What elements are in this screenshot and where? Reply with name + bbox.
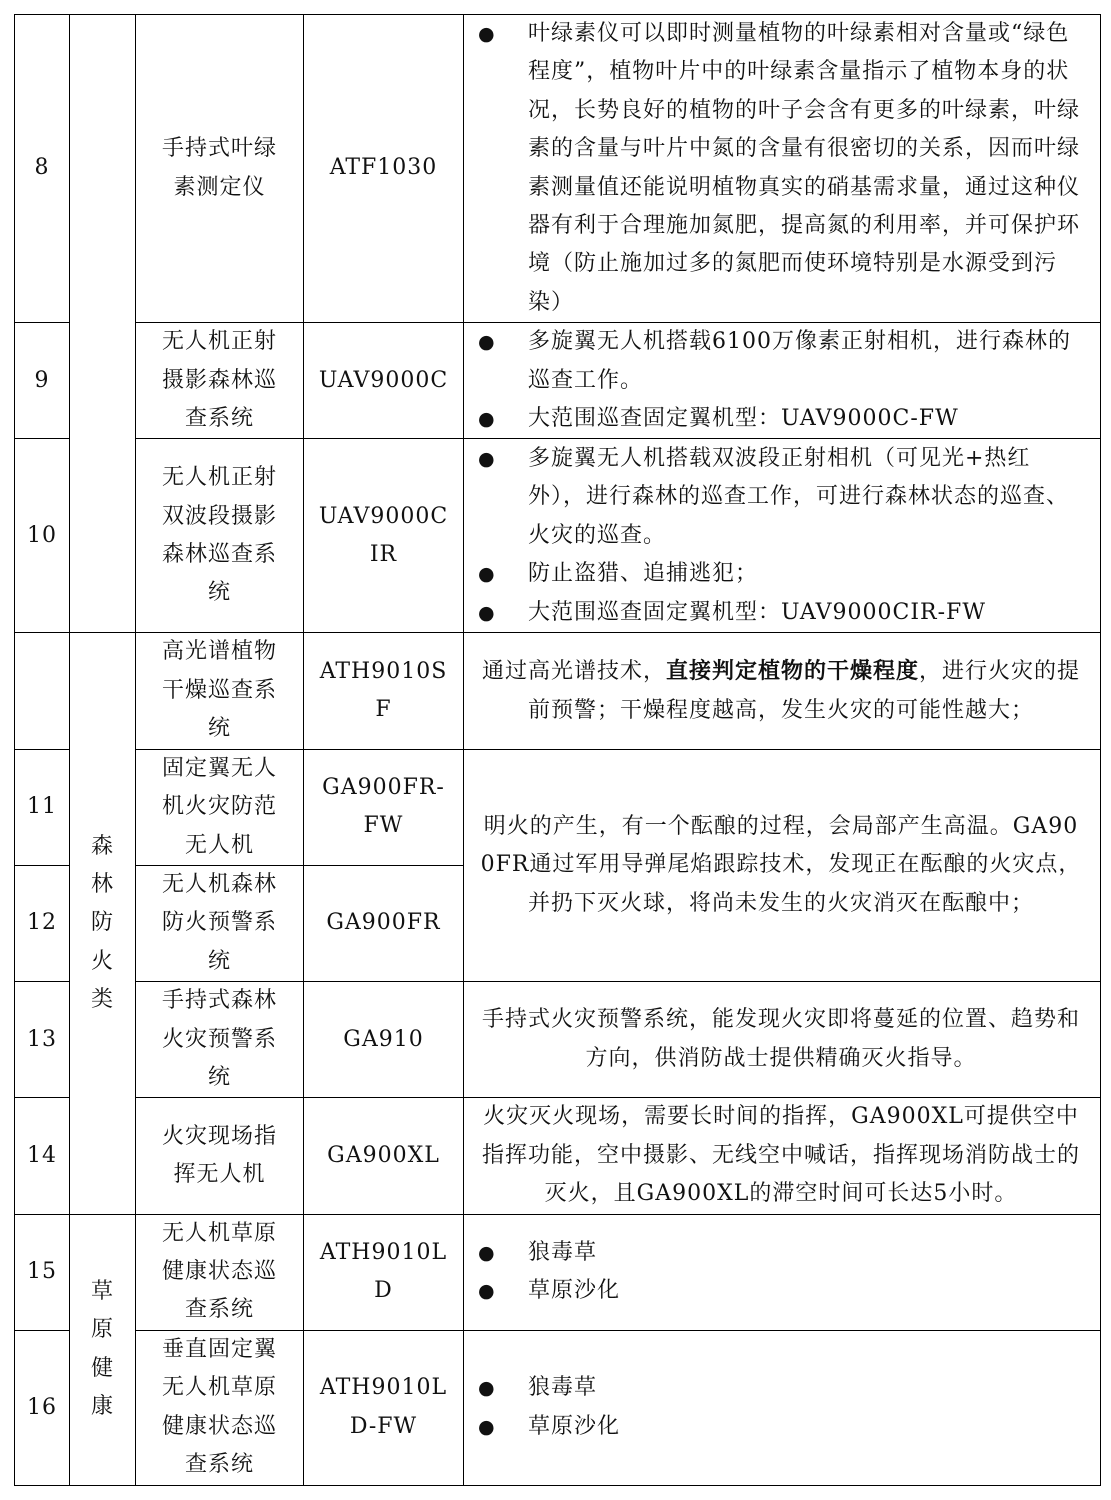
model-number: GA900FR bbox=[304, 865, 464, 981]
emphasis-text: 直接判定植物的干燥程度 bbox=[665, 658, 919, 685]
list-item: ● 多旋翼无人机搭载6100万像素正射相机，进行森林的巡查工作。 bbox=[478, 323, 1084, 400]
bullet-list bbox=[478, 440, 1084, 632]
table-row bbox=[15, 749, 1101, 865]
device-name: 手持式森林火灾预警系统 bbox=[136, 982, 304, 1098]
device-name: 无人机正射摄影森林巡查系统 bbox=[136, 323, 304, 439]
row-number: 10 bbox=[15, 439, 70, 633]
row-number: 9 bbox=[15, 323, 70, 439]
row-number: 8 bbox=[15, 15, 70, 323]
description bbox=[464, 323, 1101, 439]
model-number: ATH9010LD bbox=[304, 1214, 464, 1330]
row-number: 15 bbox=[15, 1214, 70, 1330]
model-number: GA900FR-FW bbox=[304, 749, 464, 865]
category-label: 森林防火类 bbox=[90, 833, 114, 1013]
table-row bbox=[15, 323, 1101, 439]
category-label: 草原健康 bbox=[90, 1278, 114, 1420]
bullet-list bbox=[478, 1369, 1084, 1446]
list-item: ● 草原沙化 bbox=[478, 1408, 1084, 1446]
row-number: 11 bbox=[15, 749, 70, 865]
description bbox=[464, 439, 1101, 633]
row-number: 13 bbox=[15, 982, 70, 1098]
bullet-list bbox=[478, 1234, 1084, 1311]
table-row bbox=[15, 1214, 1101, 1330]
device-name: 无人机正射双波段摄影森林巡查系统 bbox=[136, 439, 304, 633]
table-row bbox=[15, 439, 1101, 633]
category-forest-fire bbox=[70, 633, 136, 1214]
device-name: 无人机森林防火预警系统 bbox=[136, 865, 304, 981]
description bbox=[464, 1214, 1101, 1330]
list-item: ● 狼毒草 bbox=[478, 1369, 1084, 1407]
model-number: ATF1030 bbox=[304, 15, 464, 323]
device-name: 固定翼无人机火灾防范无人机 bbox=[136, 749, 304, 865]
model-number: ATH9010SF bbox=[304, 633, 464, 749]
bullet-list bbox=[478, 15, 1084, 322]
list-item: ● 草原沙化 bbox=[478, 1272, 1084, 1310]
bullet-list bbox=[478, 323, 1084, 438]
device-name: 高光谱植物干燥巡查系统 bbox=[136, 633, 304, 749]
model-number: ATH9010LD-FW bbox=[304, 1330, 464, 1485]
model-number: GA900XL bbox=[304, 1098, 464, 1214]
model-number: UAV9000C bbox=[304, 323, 464, 439]
equipment-table bbox=[14, 14, 1101, 1486]
device-name: 手持式叶绿素测定仪 bbox=[136, 15, 304, 323]
device-name: 火灾现场指挥无人机 bbox=[136, 1098, 304, 1214]
table-row bbox=[15, 633, 1101, 749]
table-row bbox=[15, 15, 1101, 323]
description bbox=[464, 15, 1101, 323]
description: 火灾灭火现场，需要长时间的指挥，GA900XL可提供空中指挥功能，空中摄影、无线空中喊话，指挥现场消防战士的灭火，且GA900XL的滞空时间可长达5小时。 bbox=[464, 1098, 1101, 1214]
category-grassland bbox=[70, 1214, 136, 1485]
model-number: GA910 bbox=[304, 982, 464, 1098]
category-cell-empty bbox=[70, 15, 136, 633]
row-number: 16 bbox=[15, 1330, 70, 1485]
row-number bbox=[15, 633, 70, 749]
row-number: 14 bbox=[15, 1098, 70, 1214]
list-item: ● 多旋翼无人机搭载双波段正射相机（可见光+热红外），进行森林的巡查工作，可进行森林状态的巡查、火灾的巡查。 bbox=[478, 440, 1084, 555]
shared-description: 明火的产生，有一个酝酿的过程，会局部产生高温。GA900FR通过军用导弹尾焰跟踪技术，发现正在酝酿的火灾点，并扔下灭火球，将尚未发生的火灾消灭在酝酿中； bbox=[464, 749, 1101, 981]
device-name: 无人机草原健康状态巡查系统 bbox=[136, 1214, 304, 1330]
list-item: ● 狼毒草 bbox=[478, 1234, 1084, 1272]
model-number: UAV9000CIR bbox=[304, 439, 464, 633]
description bbox=[464, 1330, 1101, 1485]
list-item: ● 大范围巡查固定翼机型：UAV9000C-FW bbox=[478, 400, 1084, 438]
device-name: 垂直固定翼无人机草原健康状态巡查系统 bbox=[136, 1330, 304, 1485]
list-item: ● 叶绿素仪可以即时测量植物的叶绿素相对含量或“绿色程度”，植物叶片中的叶绿素含量指示了植物本身的状况，长势良好的植物的叶子会含有更多的叶绿素，叶绿素的含量与叶片中氮的含量有很密切的关系，因而叶绿素测量值还能说明植物真实的硝基需求量，通过这种仪器有利于合理施加氮肥，提高氮的利用率，并可保护环境（防止施加过多的氮肥而使环境特别是水源受到污染） bbox=[478, 15, 1084, 322]
description: 手持式火灾预警系统，能发现火灾即将蔓延的位置、趋势和方向，供消防战士提供精确灭火指导。 bbox=[464, 982, 1101, 1098]
description: 通过高光谱技术，直接判定植物的干燥程度，进行火灾的提前预警；干燥程度越高，发生火灾的可能性越大； bbox=[464, 633, 1101, 749]
table-row bbox=[15, 982, 1101, 1098]
table-row bbox=[15, 1330, 1101, 1485]
table-row bbox=[15, 1098, 1101, 1214]
list-item: ● 防止盗猎、追捕逃犯； bbox=[478, 555, 1084, 593]
row-number: 12 bbox=[15, 865, 70, 981]
list-item: ● 大范围巡查固定翼机型：UAV9000CIR-FW bbox=[478, 594, 1084, 632]
